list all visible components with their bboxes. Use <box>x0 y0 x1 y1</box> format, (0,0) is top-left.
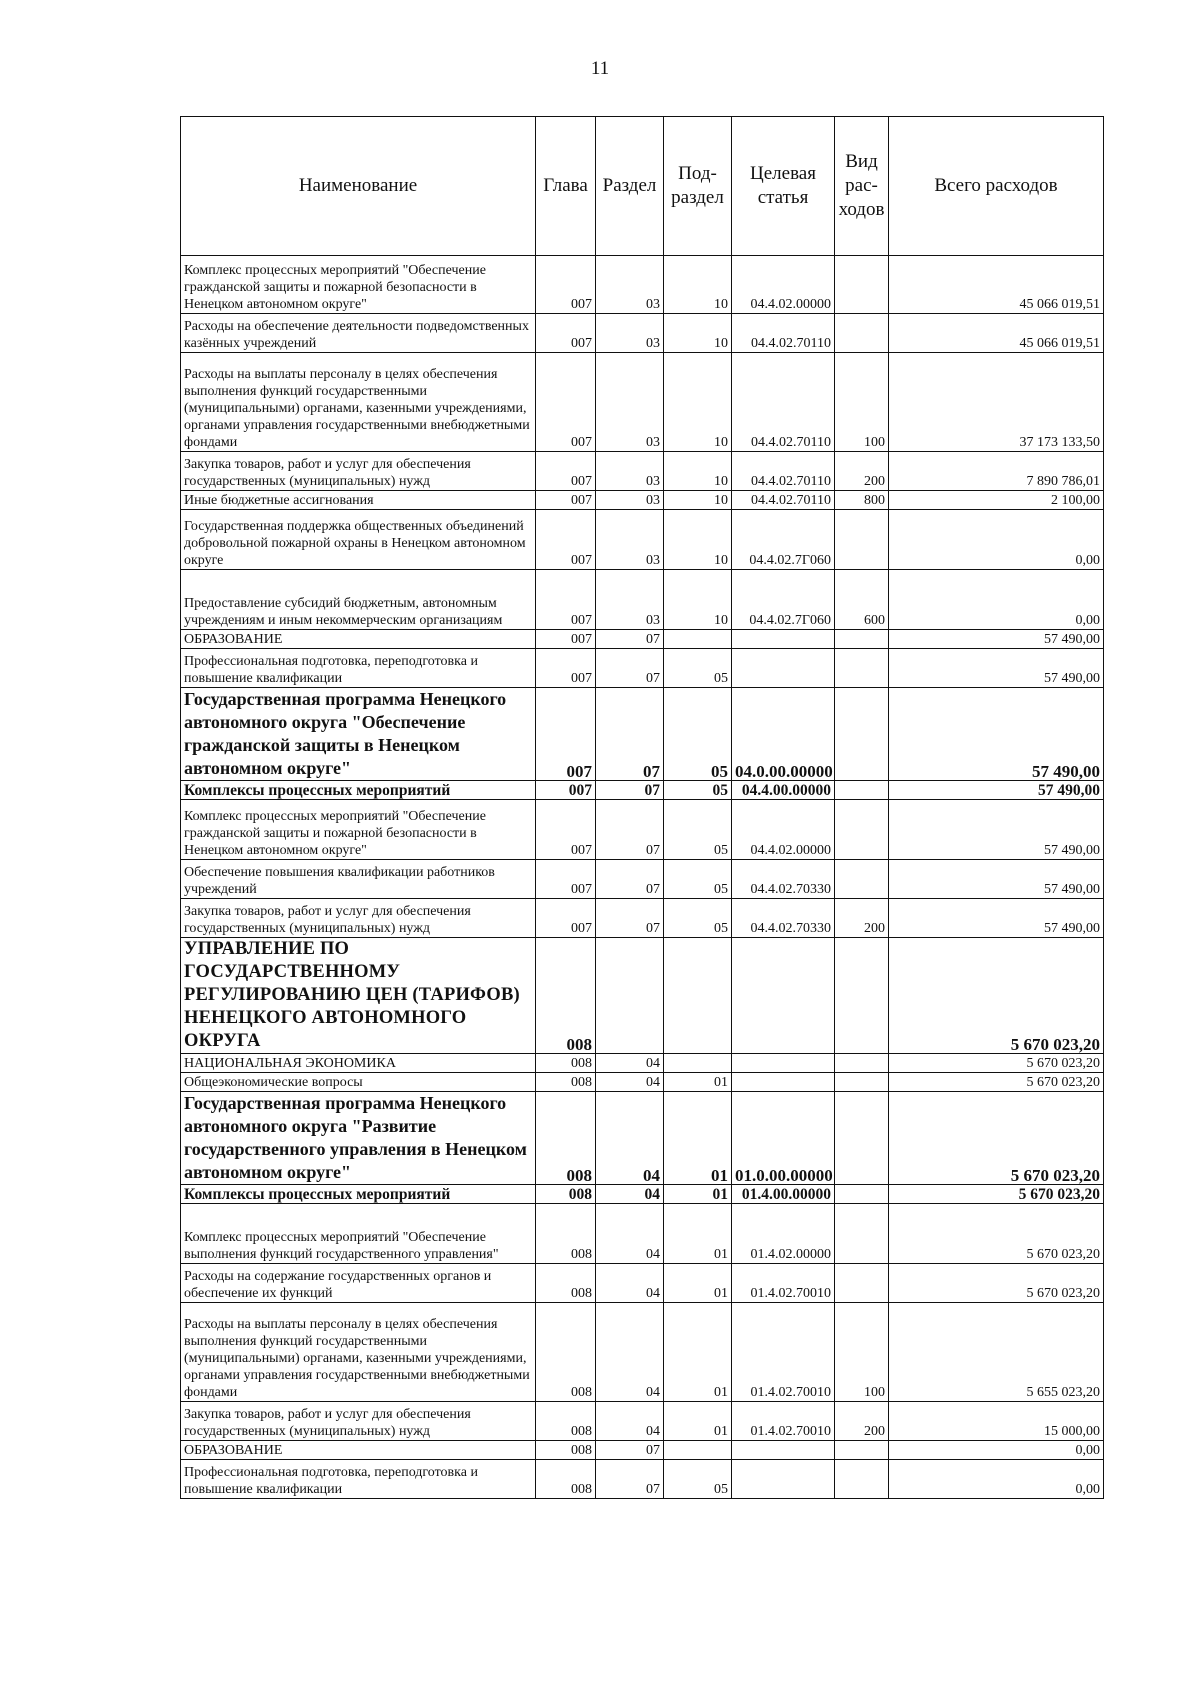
row-statya: 01.4.02.70010 <box>732 1303 835 1402</box>
row-statya <box>732 938 835 1054</box>
table-row <box>181 491 1104 510</box>
row-vid <box>835 1441 889 1460</box>
table-row <box>181 1264 1104 1303</box>
row-glava: 007 <box>536 688 596 781</box>
row-razdel: 04 <box>596 1204 664 1264</box>
row-podrazdel: 05 <box>664 800 732 860</box>
row-glava: 007 <box>536 510 596 570</box>
row-total: 57 490,00 <box>889 630 1104 649</box>
table-row <box>181 314 1104 353</box>
row-name: ОБРАЗОВАНИЕ <box>181 630 536 649</box>
table-row <box>181 630 1104 649</box>
row-vid <box>835 649 889 688</box>
table-row <box>181 1054 1104 1073</box>
row-vid <box>835 1073 889 1092</box>
row-statya <box>732 1441 835 1460</box>
row-total: 15 000,00 <box>889 1402 1104 1441</box>
row-vid <box>835 1204 889 1264</box>
row-statya: 01.4.02.70010 <box>732 1264 835 1303</box>
row-name: НАЦИОНАЛЬНАЯ ЭКОНОМИКА <box>181 1054 536 1073</box>
table-row <box>181 1460 1104 1499</box>
row-podrazdel: 05 <box>664 688 732 781</box>
row-vid <box>835 781 889 800</box>
row-razdel: 07 <box>596 649 664 688</box>
row-vid: 200 <box>835 452 889 491</box>
row-podrazdel: 01 <box>664 1204 732 1264</box>
header-podrazdel: Под- раздел <box>664 117 732 256</box>
row-razdel: 04 <box>596 1303 664 1402</box>
table-row <box>181 1185 1104 1204</box>
header-vid: Вид рас- ходов <box>835 117 889 256</box>
row-razdel: 04 <box>596 1264 664 1303</box>
table-row <box>181 899 1104 938</box>
row-razdel: 07 <box>596 630 664 649</box>
row-name: Закупка товаров, работ и услуг для обеспечения государственных (муниципальных) нужд <box>181 899 536 938</box>
row-razdel: 03 <box>596 570 664 630</box>
row-statya: 04.4.02.7Г060 <box>732 510 835 570</box>
row-name: Закупка товаров, работ и услуг для обеспечения государственных (муниципальных) нужд <box>181 1402 536 1441</box>
row-glava: 008 <box>536 1460 596 1499</box>
budget-table <box>180 116 1104 1499</box>
row-name: Расходы на обеспечение деятельности подведомственных казённых учреждений <box>181 314 536 353</box>
row-statya <box>732 1460 835 1499</box>
row-razdel: 07 <box>596 860 664 899</box>
row-glava: 007 <box>536 314 596 353</box>
row-razdel: 03 <box>596 452 664 491</box>
row-total: 5 670 023,20 <box>889 1092 1104 1185</box>
page-number: 11 <box>590 58 610 79</box>
row-vid: 200 <box>835 899 889 938</box>
row-name: Иные бюджетные ассигнования <box>181 491 536 510</box>
row-podrazdel: 05 <box>664 899 732 938</box>
row-name: Расходы на выплаты персоналу в целях обеспечения выполнения функций государственными (муниципальными) органами, казенными учреждениями, органами управления государственными внебюджетными фондами <box>181 1303 536 1402</box>
table-row <box>181 452 1104 491</box>
row-total: 57 490,00 <box>889 649 1104 688</box>
row-name: Предоставление субсидий бюджетным, автономным учреждениям и иным некоммерческим организациям <box>181 570 536 630</box>
row-podrazdel: 01 <box>664 1185 732 1204</box>
row-podrazdel: 10 <box>664 452 732 491</box>
row-total: 57 490,00 <box>889 860 1104 899</box>
row-total: 0,00 <box>889 1460 1104 1499</box>
row-vid <box>835 800 889 860</box>
row-glava: 008 <box>536 938 596 1054</box>
row-name: УПРАВЛЕНИЕ ПО ГОСУДАРСТВЕННОМУ РЕГУЛИРОВАНИЮ ЦЕН (ТАРИФОВ) НЕНЕЦКОГО АВТОНОМНОГО ОКРУГА <box>181 938 536 1054</box>
row-glava: 007 <box>536 256 596 314</box>
row-total: 5 670 023,20 <box>889 938 1104 1054</box>
row-vid <box>835 1092 889 1185</box>
row-total: 57 490,00 <box>889 688 1104 781</box>
row-glava: 007 <box>536 452 596 491</box>
row-razdel: 07 <box>596 800 664 860</box>
row-razdel: 03 <box>596 491 664 510</box>
row-razdel: 07 <box>596 1441 664 1460</box>
row-vid <box>835 630 889 649</box>
row-name: Комплекс процессных мероприятий "Обеспечение выполнения функций государственного управления" <box>181 1204 536 1264</box>
row-vid <box>835 1264 889 1303</box>
row-glava: 008 <box>536 1185 596 1204</box>
row-name: ОБРАЗОВАНИЕ <box>181 1441 536 1460</box>
row-razdel: 04 <box>596 1054 664 1073</box>
row-glava: 008 <box>536 1402 596 1441</box>
row-statya: 04.4.02.00000 <box>732 800 835 860</box>
table-row <box>181 938 1104 1054</box>
row-razdel: 04 <box>596 1402 664 1441</box>
row-name: Закупка товаров, работ и услуг для обеспечения государственных (муниципальных) нужд <box>181 452 536 491</box>
row-glava: 008 <box>536 1204 596 1264</box>
row-name: Комплексы процессных мероприятий <box>181 781 536 800</box>
row-statya: 04.4.02.70110 <box>732 491 835 510</box>
row-vid <box>835 860 889 899</box>
row-glava: 007 <box>536 860 596 899</box>
table-row <box>181 1303 1104 1402</box>
row-vid <box>835 688 889 781</box>
row-total: 0,00 <box>889 570 1104 630</box>
row-name: Общеэкономические вопросы <box>181 1073 536 1092</box>
row-razdel <box>596 938 664 1054</box>
row-vid <box>835 1185 889 1204</box>
row-statya: 04.4.02.70330 <box>732 899 835 938</box>
row-podrazdel: 05 <box>664 781 732 800</box>
row-razdel: 04 <box>596 1185 664 1204</box>
header-glava: Глава <box>536 117 596 256</box>
row-podrazdel: 01 <box>664 1092 732 1185</box>
row-glava: 008 <box>536 1073 596 1092</box>
row-podrazdel <box>664 630 732 649</box>
table-row <box>181 570 1104 630</box>
row-razdel: 07 <box>596 899 664 938</box>
row-podrazdel <box>664 1054 732 1073</box>
row-statya <box>732 1073 835 1092</box>
row-statya: 04.4.02.00000 <box>732 256 835 314</box>
row-podrazdel: 05 <box>664 649 732 688</box>
row-vid: 100 <box>835 353 889 452</box>
table-row <box>181 649 1104 688</box>
row-podrazdel: 01 <box>664 1264 732 1303</box>
row-name: Государственная программа Ненецкого автономного округа "Обеспечение гражданской защиты в Ненецком автономном округе" <box>181 688 536 781</box>
row-name: Государственная программа Ненецкого автономного округа "Развитие государственного управления в Ненецком автономном округе" <box>181 1092 536 1185</box>
row-razdel: 07 <box>596 688 664 781</box>
header-total: Всего расходов <box>889 117 1104 256</box>
row-podrazdel: 05 <box>664 860 732 899</box>
row-statya: 04.4.02.70330 <box>732 860 835 899</box>
row-total: 5 670 023,20 <box>889 1204 1104 1264</box>
row-name: Расходы на содержание государственных органов и обеспечение их функций <box>181 1264 536 1303</box>
row-name: Государственная поддержка общественных объединений добровольной пожарной охраны в Ненецком автономном округе <box>181 510 536 570</box>
row-name: Комплекс процессных мероприятий "Обеспечение гражданской защиты и пожарной безопасности в Ненецком автономном округе" <box>181 800 536 860</box>
table-row <box>181 688 1104 781</box>
row-statya: 04.4.02.70110 <box>732 314 835 353</box>
row-glava: 007 <box>536 630 596 649</box>
row-razdel: 07 <box>596 1460 664 1499</box>
row-podrazdel: 01 <box>664 1303 732 1402</box>
row-razdel: 04 <box>596 1073 664 1092</box>
table-row <box>181 1402 1104 1441</box>
row-razdel: 03 <box>596 510 664 570</box>
row-glava: 007 <box>536 899 596 938</box>
table-row <box>181 1092 1104 1185</box>
row-total: 2 100,00 <box>889 491 1104 510</box>
row-podrazdel: 10 <box>664 570 732 630</box>
row-statya: 04.4.02.70110 <box>732 452 835 491</box>
row-name: Комплекс процессных мероприятий "Обеспечение гражданской защиты и пожарной безопасности в Ненецком автономном округе" <box>181 256 536 314</box>
table-row <box>181 860 1104 899</box>
row-glava: 008 <box>536 1303 596 1402</box>
row-statya: 01.4.02.70010 <box>732 1402 835 1441</box>
table-row <box>181 1073 1104 1092</box>
row-total: 0,00 <box>889 510 1104 570</box>
row-total: 5 670 023,20 <box>889 1054 1104 1073</box>
row-razdel: 04 <box>596 1092 664 1185</box>
header-statya: Целевая статья <box>732 117 835 256</box>
table-row <box>181 800 1104 860</box>
row-podrazdel: 10 <box>664 491 732 510</box>
row-total: 57 490,00 <box>889 781 1104 800</box>
row-razdel: 03 <box>596 353 664 452</box>
row-podrazdel: 01 <box>664 1402 732 1441</box>
header-name: Наименование <box>181 117 536 256</box>
row-glava: 008 <box>536 1264 596 1303</box>
row-razdel: 07 <box>596 781 664 800</box>
row-statya: 01.4.00.00000 <box>732 1185 835 1204</box>
row-glava: 007 <box>536 353 596 452</box>
row-vid: 800 <box>835 491 889 510</box>
row-statya: 04.0.00.00000 <box>732 688 835 781</box>
row-podrazdel <box>664 938 732 1054</box>
row-statya: 04.4.02.70110 <box>732 353 835 452</box>
row-statya: 01.4.02.00000 <box>732 1204 835 1264</box>
row-glava: 008 <box>536 1092 596 1185</box>
row-vid <box>835 938 889 1054</box>
row-name: Расходы на выплаты персоналу в целях обеспечения выполнения функций государственными (муниципальными) органами, казенными учреждениями, органами управления государственными внебюджетными фондами <box>181 353 536 452</box>
row-glava: 007 <box>536 570 596 630</box>
row-name: Комплексы процессных мероприятий <box>181 1185 536 1204</box>
row-vid: 600 <box>835 570 889 630</box>
table-row <box>181 781 1104 800</box>
row-podrazdel: 10 <box>664 510 732 570</box>
table-row <box>181 353 1104 452</box>
row-podrazdel: 10 <box>664 256 732 314</box>
row-podrazdel: 05 <box>664 1460 732 1499</box>
row-podrazdel: 01 <box>664 1073 732 1092</box>
row-vid <box>835 1054 889 1073</box>
row-name: Обеспечение повышения квалификации работников учреждений <box>181 860 536 899</box>
row-podrazdel: 10 <box>664 353 732 452</box>
row-vid <box>835 256 889 314</box>
row-statya: 01.0.00.00000 <box>732 1092 835 1185</box>
row-statya <box>732 630 835 649</box>
row-statya: 04.4.00.00000 <box>732 781 835 800</box>
row-statya: 04.4.02.7Г060 <box>732 570 835 630</box>
row-glava: 007 <box>536 491 596 510</box>
row-total: 45 066 019,51 <box>889 314 1104 353</box>
row-vid: 200 <box>835 1402 889 1441</box>
header-razdel: Раздел <box>596 117 664 256</box>
row-glava: 007 <box>536 649 596 688</box>
row-glava: 008 <box>536 1054 596 1073</box>
row-total: 5 655 023,20 <box>889 1303 1104 1402</box>
row-vid <box>835 1460 889 1499</box>
row-name: Профессиональная подготовка, переподготовка и повышение квалификации <box>181 1460 536 1499</box>
row-total: 5 670 023,20 <box>889 1073 1104 1092</box>
row-total: 37 173 133,50 <box>889 353 1104 452</box>
row-glava: 007 <box>536 781 596 800</box>
row-vid <box>835 314 889 353</box>
row-glava: 007 <box>536 800 596 860</box>
row-vid: 100 <box>835 1303 889 1402</box>
table-header-row <box>181 117 1104 256</box>
row-razdel: 03 <box>596 314 664 353</box>
row-total: 5 670 023,20 <box>889 1185 1104 1204</box>
row-total: 5 670 023,20 <box>889 1264 1104 1303</box>
row-podrazdel <box>664 1441 732 1460</box>
row-statya <box>732 1054 835 1073</box>
row-total: 0,00 <box>889 1441 1104 1460</box>
table-row <box>181 1441 1104 1460</box>
row-razdel: 03 <box>596 256 664 314</box>
table-row <box>181 1204 1104 1264</box>
row-glava: 008 <box>536 1441 596 1460</box>
row-total: 7 890 786,01 <box>889 452 1104 491</box>
row-total: 57 490,00 <box>889 800 1104 860</box>
row-total: 45 066 019,51 <box>889 256 1104 314</box>
row-name: Профессиональная подготовка, переподготовка и повышение квалификации <box>181 649 536 688</box>
table-row <box>181 510 1104 570</box>
row-podrazdel: 10 <box>664 314 732 353</box>
row-statya <box>732 649 835 688</box>
row-total: 57 490,00 <box>889 899 1104 938</box>
table-row <box>181 256 1104 314</box>
row-vid <box>835 510 889 570</box>
